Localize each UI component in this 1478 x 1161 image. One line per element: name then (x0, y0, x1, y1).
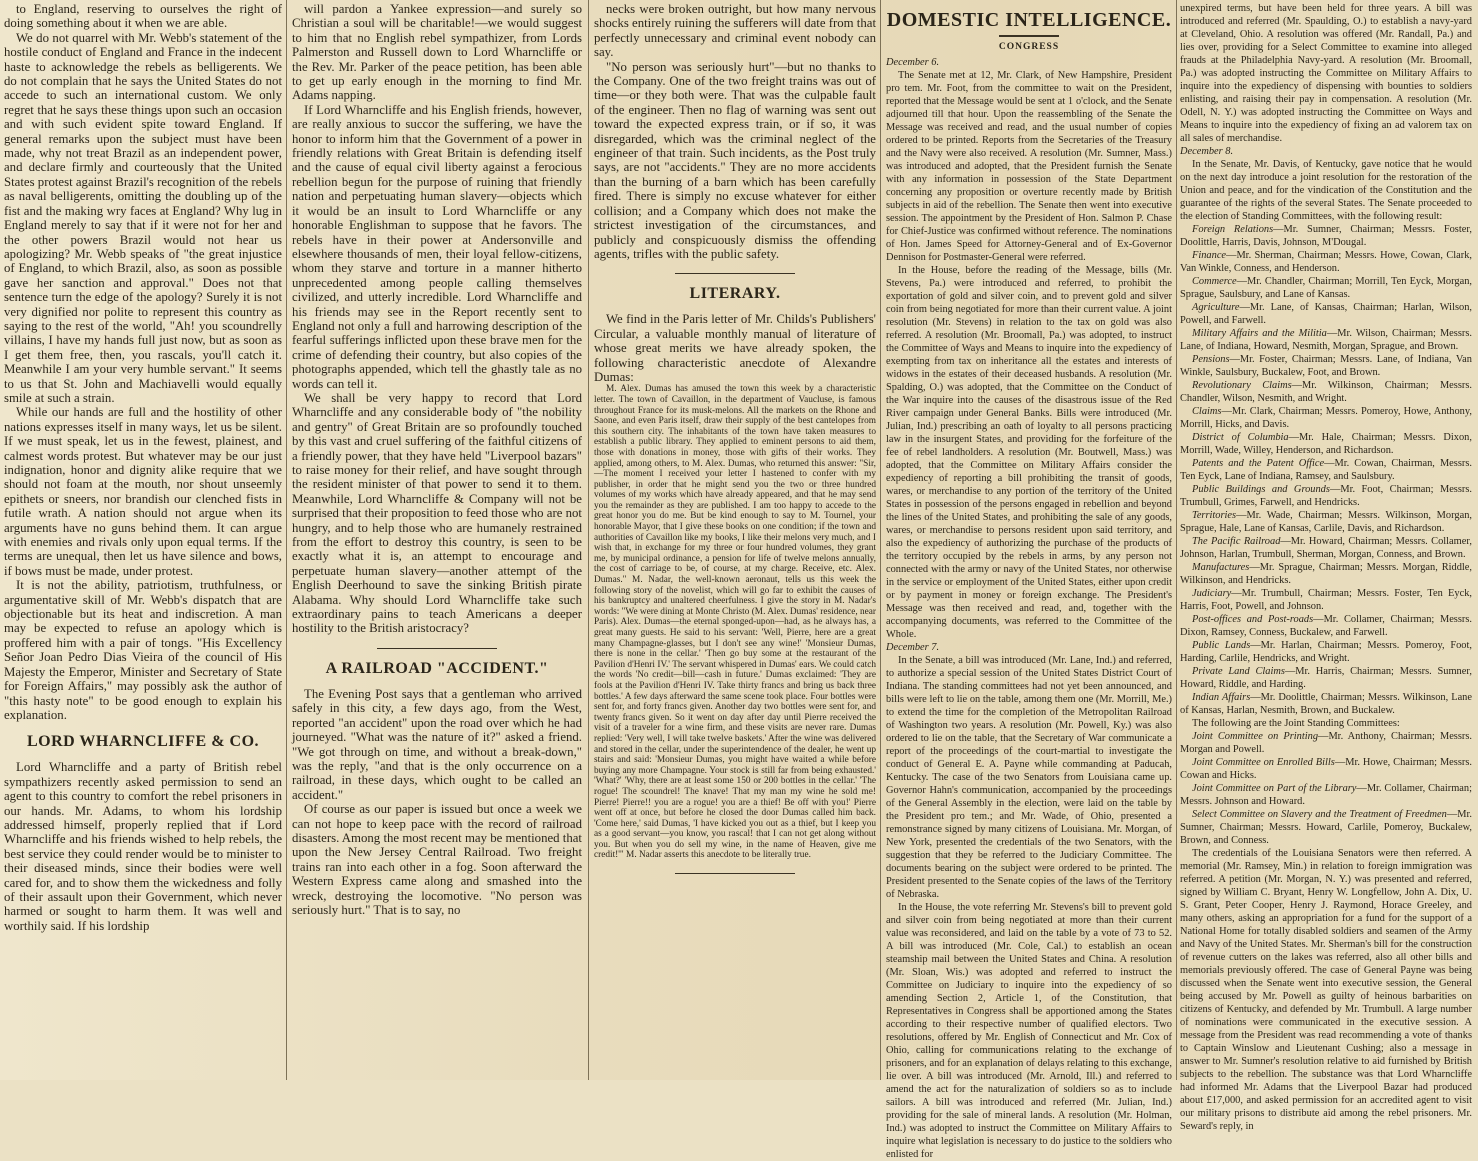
committee-members: —Mr. Cowan, Chairman, Messrs. Ten Eyck, Lane of Indiana, Ramsey, and Saulsbury. (1180, 458, 1472, 482)
committee-members: —Mr. Hale, Chairman; Messrs. Dixon, Morrill, Wade, Willey, Henderson, and Richardson. (1180, 432, 1472, 456)
committee-name: Private Land Claims (1192, 666, 1285, 677)
column-divider (286, 0, 287, 1080)
committee-name: Territories (1192, 510, 1237, 521)
section-subheading: CONGRESS (998, 42, 1060, 52)
paragraph: In the Senate, a bill was introduced (Mr. Lane, Ind.) and referred, to authorize a special session of the United States District Court of Indiana. The standing committees had not yet been announced, and bills were left to lie on the table, among them one (Mr. Morrill, Me.) to extend the time for the completion of the Metropolitan Railroad of Washington two years. A resolution (Mr. Powell, Ky.) was also ordered to lie on the table, that the Secretary of War communicate a report of the proceedings of the court-martial to investigate the conduct of General E. A. Payne while commanding at Paducah, Kentucky. The case of the two Senators from Louisiana came up. Governor Hahn's communication, accompanied by the proceedings of the General Assembly in the election, were laid on the table by the President pro tem.; and Mr. Wade, of Ohio, presented a remonstrance signed by many citizens of Louisiana. Mr. Morgan, of New York, presented the credentials of the two Senators, with the suggestion that they be referred to the Judiciary Committee. The documents bearing on the subject were ordered to be printed. The President presented to the Senate copies of the laws of the Territory of Nebraska. (886, 655, 1172, 900)
committee-entry (1180, 223, 1472, 249)
paragraph: to England, reserving to ourselves the right of doing something about it when we are able. (4, 2, 282, 31)
committee-entry (1180, 535, 1472, 561)
committee-entry (1180, 301, 1472, 327)
paragraph: "No person was seriously hurt"—but no thanks to the Company. One of the two freight trains was out of time—or they both were. That was the culpable fault of the engineer. Then no flag of warning was sent out toward the expected express train, or if so, it was disregarded, which was the criminal neglect of the engineer of that train. Such incidents, as the Post truly says, are not "accidents." They are no more accidents than the burning of a barn which has been carefully fired. There is simply no excuse whatever for either collision; and a Company which does not make the strictest investigation of the circumstances, and publicly and conspicuously dismiss the offending agents, trifles with the public safety. (594, 59, 876, 261)
committee-name: Public Lands (1192, 640, 1251, 651)
paragraph: The credentials of the Louisiana Senators were then referred. A memorial (Mr. Ramsey, Min.) in relation to foreign immigration was referred. A petition (Mr. Morgan, N. Y.) was presented and referred, signed by William C. Bryant, Henry W. Longfellow, John A. Dix, U. S. Grant, Peter Cooper, Henry J. Raymond, Horace Greeley, and many others, asking an appropriation for a fund for the support of a National Home for totally disabled soldiers and seamen of the Army and Navy of the United States. Mr. Sherman's bill for the construction of revenue cutters on the lakes was referred, also all other bills and memorials previously offered. The case of General Payne was being discussed when the Senate went into executive session, the General being accused by Mr. Powell as guilty of heinous barbarities on citizens of Kentucky, and defended by Mr. Trumbull. A large number of nominations were communicated in the executive session. A message from the President was read recommending a vote of thanks to Captain Winslow and Lieutenant Cushing; also a message in answer to Mr. Sumner's resolution relative to aid furnished by British subjects to the rebellion. The substance was that Lord Wharncliffe had informed Mr. Adams that the Liverpool Bazar had produced about £17,000, and asked permission for an accredited agent to visit our military prisons to distribute aid among the rebel prisoners. Mr. Seward's reply, in (1180, 848, 1472, 1132)
section-rule (999, 35, 1059, 37)
committee-members: —Mr. Foot, Chairman; Messrs. Trumbull, Grimes, Farwell, and Hendricks. (1180, 484, 1472, 508)
committee-members: —Mr. Lane, of Kansas, Chairman; Harlan, Wilson, Powell, and Farwell. (1180, 302, 1472, 326)
column-4 (886, 2, 1172, 1161)
committee-members: —Mr. Sumner, Chairman; Messrs. Foster, Doolittle, Harris, Davis, Johnson, M'Dougal. (1180, 224, 1472, 248)
section-heading: A RAILROAD "ACCIDENT." (325, 659, 549, 677)
column-2 (292, 2, 582, 917)
section-rule (675, 273, 795, 274)
column-5 (1180, 2, 1472, 1133)
committee-name: Military Affairs and the Militia (1192, 328, 1327, 339)
committee-members: —Mr. Wilkinson, Chairman; Messrs. Chandler, Wilson, Nesmith, and Wright. (1180, 380, 1472, 404)
column-divider (880, 0, 881, 1080)
committee-name: Pensions (1192, 354, 1230, 365)
section-heading: LORD WHARNCLIFFE & CO. (26, 733, 260, 751)
paragraph: Of course as our paper is issued but once a week we can not hope to keep pace with the record of railroad disasters. Among the most recent may be mentioned that upon the New Jersey Central Railroad. Two freight trains ran into each other in a fog. Soon afterward the Western Express came along and smashed into the wreck, destroying the locomotive. "No person was seriously hurt." That is to say, no (292, 802, 582, 917)
committee-members: —Mr. Collamer, Chairman; Messrs. Dixon, Ramsey, Conness, Buckalew, and Farwell. (1180, 614, 1472, 638)
committee-name: Select Committee on Slavery and the Treatment of Freedmen (1192, 809, 1447, 820)
committee-members: —Mr. Foster, Chairman; Messrs. Lane, of Indiana, Van Winkle, Saulsbury, Buckalew, Foot, and Brown. (1180, 354, 1472, 378)
committee-entry (1180, 639, 1472, 665)
committee-name: Indian Affairs (1192, 692, 1251, 703)
committee-entry (1180, 275, 1472, 301)
committee-entry (1180, 249, 1472, 275)
committee-members: —Mr. Collamer, Chairman; Messrs. Johnson and Howard. (1180, 783, 1472, 807)
column-divider (1176, 0, 1177, 1080)
committee-entry (1180, 457, 1472, 483)
committee-members: —Mr. Clark, Chairman; Messrs. Pomeroy, Howe, Anthony, Morrill, Hicks, and Davis. (1180, 406, 1472, 430)
paragraph: In the House, before the reading of the Message, bills (Mr. Stevens, Pa.) were introduced and referred, to prohibit the exportation of gold and silver coin, and to prevent gold and silver coin from being negotiated for more than their current value. A joint resolution (Mr. Stevens) in relation to the tax on gold was also referred. A resolution (Mr. Broomall, Pa.) was adopted, to instruct the Committee of Ways and Means to inquire into the expediency of exempting from tax on inheritance all the estates and interests of widows in the estates of their deceased husbands. A resolution (Mr. Spalding, O.) was adopted, that the Committee on the Conduct of the War inquire into the causes of the disastrous issue of the Red River campaign under General Banks. Bills were introduced (Mr. Julian, Ind.) prescribing an oath of loyalty to all persons practicing law in the insurgent States, and providing for the forfeiture of the fee of rebel landholders. A resolution (Mr. Boutwell, Mass.) was adopted, that the Committee on Military Affairs consider the expediency of reporting a bill prohibiting the transit of goods, wares, or merchandise to any portion of the territory of the United States in possession of the persons engaged in rebellion and beyond the lines of the United States, and prohibiting the sale of any goods, wares, or merchandise to persons resident upon said territory, and also the expediency of authorizing the purchase of the products of the territory occupied by the rebels in arms, by any person not connected with the army or navy of the United States, nor otherwise in the service or employment of the United States, either upon credit or by payment in money or foreign exchange. The President's Message was then received and read, and, together with the accompanying documents, was referred to the Committee of the Whole. (886, 265, 1172, 640)
committee-entry (1180, 327, 1472, 353)
committee-entry (1180, 431, 1472, 457)
committee-name: Joint Committee on Printing (1192, 731, 1319, 742)
column-3 (594, 2, 876, 874)
committee-entry (1180, 405, 1472, 431)
paragraph: unexpired terms, but have been held for three years. A bill was introduced and referred (Mr. Spaulding, O.) to establish a navy-yard at Cleveland, Ohio. A resolution was offered (Mr. Randall, Pa.) and lies over, providing for a Select Committee to examine into alleged frauds at the Philadelphia Navy-yard. A resolution (Mr. Broomall, Pa.) was adopted instructing the Committee on Military Affairs to inquire into the expediency of dispensing with bounties to soldiers enlisting, and raising their pay in compensation. A resolution (Mr. Odell, N. Y.) was adopted instructing the Committee on Ways and Means to inquire into the expediency of fixing an ad valorem tax on all sales of merchandise. (1180, 3, 1472, 144)
committee-members: —Mr. Sherman, Chairman; Messrs. Howe, Cowan, Clark, Van Winkle, Conness, and Henderson. (1180, 250, 1472, 274)
paragraph: If Lord Wharncliffe and his English friends, however, are really anxious to succor the suffering, we have the honor to inform him that the Government of a power in friendly relations with Great Britain is defending itself and the cause of equal civil liberty against a ferocious rebellion begun for the purpose of ruining that friendly nation and perpetuating human slavery—objects which it would be an insult to Lord Wharncliffe or any honorable Englishman to suppose that he favors. The rebels have in their power at Andersonville and elsewhere thousands of men, their loyal fellow-citizens, whom they starve and torture in a manner hitherto unprecedented among people calling themselves civilized, and utterly incredible. Lord Wharncliffe and his friends may see in the Report recently sent to England not only a full and harrowing description of the fearful sufferings inflicted upon these brave men for the crime of defending their country, but also copies of the photographs appended, which tell the ghastly tale as no words can tell it. (292, 102, 582, 391)
paragraph: We shall be very happy to record that Lord Wharncliffe and any considerable body of "the nobility and gentry" of Great Britain are so profoundly touched by this vast and cruel suffering of the faithful citizens of a friendly power, that they have held "Liverpool bazars" to raise money for their relief, and have sought through the resident minister of that power to send it to them. Meanwhile, Lord Wharncliffe & Company will not be surprised that their proposition to feed those who are not hungry, and to help those who are humanely restrained from the effort to destroy this country, is seen to be exactly what it is, an attempt to encourage and perpetuate human slavery—another attempt of the English Deerhound to save the sinking British pirate Alabama. Why should Lord Wharncliffe take such extraordinary pains to teach Americans a deeper hostility to the British aristocracy? (292, 390, 582, 636)
paragraph: We find in the Paris letter of Mr. Childs's Publishers' Circular, a valuable monthly manual of literature of whose great merits we have already spoken, the following characteristic anecdote of Alexandre Dumas: (594, 312, 876, 384)
section-rule (675, 873, 795, 874)
committee-name: Joint Committee on Part of the Library (1192, 783, 1357, 794)
paragraph: While our hands are full and the hostility of other nations expresses itself in many ways, let us be silent. If we must speak, let us in the fewest, plainest, and calmest words protest. But whatever may be our just indignation, honor and dignity alike require that we should not foam at the mouth, nor shout unseemly epithets or sneers, nor brandish our clenched fists in futile wrath. A nation should not argue when its arguments have no guns behind them. It can argue with enemies and rivals only upon equal terms. If the terms are unequal, then let us have silence and bows, if bows must be made, under protest. (4, 405, 282, 578)
date-line: December 8. (1180, 146, 1234, 157)
column-1 (4, 2, 282, 933)
committee-name: The Pacific Railroad (1192, 536, 1281, 547)
section-rule (377, 648, 497, 649)
committee-members: —Mr. Doolittle, Chairman; Messrs. Wilkinson, Lane of Kansas, Harlan, Nesmith, Brown, and Buckalew. (1180, 692, 1472, 716)
committee-name: Claims (1192, 406, 1222, 417)
section-heading: LITERARY. (689, 285, 781, 303)
committee-members: —Mr. Sprague, Chairman; Messrs. Morgan, Riddle, Wilkinson, and Hendricks. (1180, 562, 1472, 586)
committee-name: Foreign Relations (1192, 224, 1274, 235)
committee-entry (1180, 353, 1472, 379)
paragraph: The Evening Post says that a gentleman who arrived safely in this city, a few days ago, from the West, reported "an accident" upon the road over which he had journeyed. "What was the nature of it?" asked a friend. "We got through on time, and without a break-down," was the reply, "and that is the only occurrence on a railroad, in these days, which ought to be called an accident." (292, 686, 582, 802)
committee-name: Agriculture (1192, 302, 1240, 313)
paragraph: We do not quarrel with Mr. Webb's statement of the hostile conduct of England and France in the indecent haste to acknowledge the rebels as belligerents. We do not complain that he says the United States do not accede to such an international custom. We only regret that he says these things upon such an occasion and with such evident spite toward England. If general remarks upon the subject must have been made, why not treat Brazil as an independent power, and declare firmly and courteously that the United States protest against Brazil's recognition of the rebels as naval belligerents, omitting the doubling up of the fist and the making wry faces at England? Why lug in England merely to say that if it were not for her and the other powers Brazil would not hear us apologizing? Mr. Webb speaks of "the great injustice of England, to which Brazil, also, as soon as possible gave her sanction and approval." Does not that sentence turn the edge of the apology? Surely it is not very dignified nor polite to represent this country as saying to the rest of the world, "Ah! you scoundrelly villains, I have my hands full just now, but as soon as I get them free, then, you rascals, you'll catch it. Meanwhile I am your very humble servant." It seems to us that St. John and Machiavelli would equally smile at such a strain. (4, 30, 282, 405)
section-heading: DOMESTIC INTELLIGENCE. (886, 9, 1172, 31)
committee-entry (1180, 808, 1472, 847)
committee-entry (1180, 509, 1472, 535)
committee-name: Finance (1192, 250, 1227, 261)
committee-members: —Mr. Howard, Chairman; Messrs. Collamer, Johnson, Harlan, Trumbull, Sherman, Morgan, Conness, and Brown. (1180, 536, 1472, 560)
committee-name: District of Columbia (1192, 432, 1289, 443)
committee-members: —Mr. Chandler, Chairman; Morrill, Ten Eyck, Morgan, Sprague, Saulsbury, and Lane of Kansas. (1180, 276, 1472, 300)
committee-entry (1180, 730, 1472, 756)
committee-name: Public Buildings and Grounds (1192, 484, 1330, 495)
committee-name: Patents and the Patent Office (1192, 458, 1325, 469)
committee-members: —Mr. Howe, Chairman; Messrs. Cowan and Hicks. (1180, 757, 1472, 781)
committee-name: Commerce (1192, 276, 1237, 287)
paragraph: The following are the Joint Standing Committees: (1192, 718, 1400, 729)
committee-name: Joint Committee on Enrolled Bills (1192, 757, 1335, 768)
paragraph: will pardon a Yankee expression—and surely so Christian a soul will be charitable!—we would suggest to him that no English rebel sympathizer, from Lords Palmerston and Russell down to Lord Wharncliffe or the Rev. Mr. Parker of the peace petition, has been able to get up early enough in the morning to find Mr. Adams napping. (292, 2, 582, 103)
committee-members: —Mr. Wilson, Chairman; Messrs. Lane, of Indiana, Howard, Nesmith, Morgan, Sprague, and Brown. (1180, 328, 1472, 352)
paragraph: It is not the ability, patriotism, truthfulness, or argumentative skill of Mr. Webb's dispatch that are objectionable but its heat and indiscretion. A man may be expected to refuse an apology which is proffered him with a pair of tongs. "His Excellency Señor Joan Pedro Dias Vieira of the council of His Majesty the Emperor, Minister and Secretary of State for Foreign Affairs," may possibly ask the author of "this hasty note" to be good enough to explain his explanation. (4, 578, 282, 722)
paragraph: The Senate met at 12, Mr. Clark, of New Hampshire, President pro tem. Mr. Foot, from the committee to wait on the President, reported that the Message would be sent at 1 o'clock, and the Senate adjourned till that hour. Upon the reassembling of the Senate the Message was received and read, and the usual number of copies ordered to be printed. Reports from the Secretaries of the Treasury and the Navy were also received. A resolution (Mr. Sumner, Mass.) was introduced and adopted, that the President furnish the Senate with any information in possession of the State Department concerning any proposition or overture recently made by British subjects in aid of the rebellion. The Senate then went into executive session. The appointment by the President of Hon. Salmon P. Chase for Chief-Justice was confirmed without reference. The nominations of Hon. James Speed for Attorney-General and of Ex-Governor Dennison for Postmaster-General were referred. (886, 70, 1172, 263)
committee-name: Post-offices and Post-roads (1192, 614, 1314, 625)
committee-members: —Mr. Wade, Chairman; Messrs. Wilkinson, Morgan, Sprague, Hale, Lane of Kansas, Carlile, Davis, and Richardson. (1180, 510, 1472, 534)
committee-entry (1180, 691, 1472, 717)
column-divider (588, 0, 589, 1080)
committee-entry (1180, 561, 1472, 587)
committee-members: —Mr. Harlan, Chairman; Messrs. Pomeroy, Foot, Harding, Carlile, Hendricks, and Wright. (1180, 640, 1472, 664)
paragraph: In the House, the vote referring Mr. Stevens's bill to prevent gold and silver coin from being negotiated at more than their current value was reconsidered, and laid on the table by a vote of 73 to 52. A bill was introduced (Mr. Cole, Cal.) to establish an ocean steamship mail between the United States and China. A resolution (Mr. Sloan, Wis.) was adopted and referred to instruct the Committee on Judiciary to inquire into the expediency of so amending Section 2, Article 1, of the Constitution, that Representatives in Congress shall be apportioned among the States according to their respective number of qualified electors. Two resolutions, offered by Mr. English of Connecticut and Mr. Cox of Ohio, calling for communications relating to the exchange of prisoners, and for an explanation of delays relating to this exchange, lie over. A bill was introduced (Mr. Arnold, Ill.) and referred to amend the act for the naturalization of soldiers so as to include sailors. A bill was introduced and referred (Mr. Julian, Ind.) providing for the sale of mineral lands. A resolution (Mr. Holman, Ind.) was adopted to instruct the Committee on Military Affairs to inquire what legislation is necessary to do justice to the soldiers who enlisted for (886, 902, 1172, 1160)
committee-entry (1180, 483, 1472, 509)
committee-entry (1180, 613, 1472, 639)
date-line: December 7. (886, 642, 940, 653)
committee-members: —Mr. Sumner, Chairman; Messrs. Howard, Carlile, Pomeroy, Buckalew, Brown, and Conness. (1180, 809, 1472, 846)
committee-members: —Mr. Anthony, Chairman; Messrs. Morgan and Powell. (1180, 731, 1472, 755)
quoted-anecdote: M. Alex. Dumas has amused the town this week by a characteristic letter. The town of Cavaillon, in the department of Vaucluse, is famous throughout France for its musk-melons. All the markets on the Rhone and Saone, and even Paris itself, draw their supply of the best cantelopes from this southern city. The inhabitants of the town have taken measures to establish a public library. They applied to eminent persons to aid them, those with donations in money, those with gifts of their works. They applied, among others, to M. Alex. Dumas, who returned this answer: "Sir,—The moment I received your letter I hastened to confer with my publisher, in order that he might send you the two or three hundred volumes of my works which have already appeared, and that he may send you the remainder as they are published. I am too happy to accede to the great honor you do me. But be kind enough to say to M. Tournel, your honorable Mayor, that I give these books on one condition; if the town and authorities of Cavaillon like my books, I like their melons very much, and I wish that, in exchange for my three or four hundred volumes, they grant me, by municipal ordinance, a pension for life of twelve melons annually, the cost of carriage to be, of course, at my charge. Receive, etc. Alex. Dumas." M. Nadar, the well-known aeronaut, tells us this week the following story of the novelist, which will go far to exhibit the causes of his bankruptcy and unaltered cheerfulness. I give the story in M. Nadar's words: "We were dining at Monte Christo (M. Alex. Dumas' residence, near Paris). Alex. Dumas—the eternal sponged-upon—had, as he always has, a great many guests. He said to his servant: 'Well, Pierre, here are a great many Champagne-glasses, but I don't see any wine!' 'Monsieur Dumas, there is none in the cellar.' 'Then go buy some at the restaurant of the Pavilion d'Henri IV.' The servant whispered in Dumas' ears. We could catch the words 'No credit—bill—cash in future.' Dumas exclaimed: 'They are fools at the Pavilion d'Henri IV. Take thirty francs and bring us back three bottles.' A few days afterward the same scene took place. Four bottles were sent for, and forty francs given. Another day two bottles were sent for, and twenty francs given. So it went on day after day until Pierre received the visit of a traveler for a wine firm, and these visits are never rare. Dumas replied: 'Very well, I will take twelve baskets.' After the wine was delivered and stored in the cellar, under the superintendence of the dealer, he went up stairs and said: 'Monsieur Dumas, you might have waited a while before buying any more Champagne. Your stock is still far from being exhausted.' 'What?' 'Why, there are at least some 150 or 200 bottles in the cellar.' 'The rogue! The scoundrel! The knave! That my man my wine he sold me! Pierre! Pierre!! you are a rogue! you are a thief! Be off with you!' Pierre went off at once, but before he closed the door Dumas called him back. 'Come here,' said Dumas, 'I have kicked you out as a thief, but I keep you as a good servant—you know, you rascal! that I can not get along without you. But when you do sell my wine, in the name of Heaven, give me credit!'" M. Nadar asserts this anecdote to be literally true. (594, 384, 877, 861)
paragraph: necks were broken outright, but how many nervous shocks entirely ruining the sufferers will date from that perfectly unnecessary and criminal event nobody can say. (594, 2, 876, 60)
committee-entry (1180, 782, 1472, 808)
committee-members: —Mr. Harris, Chairman; Messrs. Sumner, Howard, Riddle, and Harding. (1180, 666, 1472, 690)
committee-name: Manufactures (1192, 562, 1250, 573)
paragraph: In the Senate, Mr. Davis, of Kentucky, gave notice that he would on the next day introduce a joint resolution for the restoration of the Union and peace, and for the vindication of the Constitution and the guarantee of the rights of the several States. The Senate proceeded to the election of Standing Committees, with the following result: (1180, 159, 1472, 222)
committee-name: Revolutionary Claims (1192, 380, 1292, 391)
committee-name: Judiciary (1192, 588, 1232, 599)
committee-entry (1180, 587, 1472, 613)
committee-entry (1180, 665, 1472, 691)
date-line: December 6. (886, 57, 940, 68)
paragraph: Lord Wharncliffe and a party of British rebel sympathizers recently asked permission to send an agent to this country to comfort the rebel prisoners in our hands. Mr. Adams, to whom his lordship addressed himself, properly replied that if Lord Wharncliffe and his friends wished to help rebels, the best service they could render would be to minister to their diseased minds, since their bodies were well cared for, and to show them the wickedness and folly of their assault upon their Government, which never harmed or sought to harm them. It was well and worthily said. If his lordship (4, 760, 282, 933)
committee-entry (1180, 756, 1472, 782)
committee-entry (1180, 379, 1472, 405)
committee-members: —Mr. Trumbull, Chairman; Messrs. Foster, Ten Eyck, Harris, Foot, Powell, and Johnson. (1180, 588, 1472, 612)
